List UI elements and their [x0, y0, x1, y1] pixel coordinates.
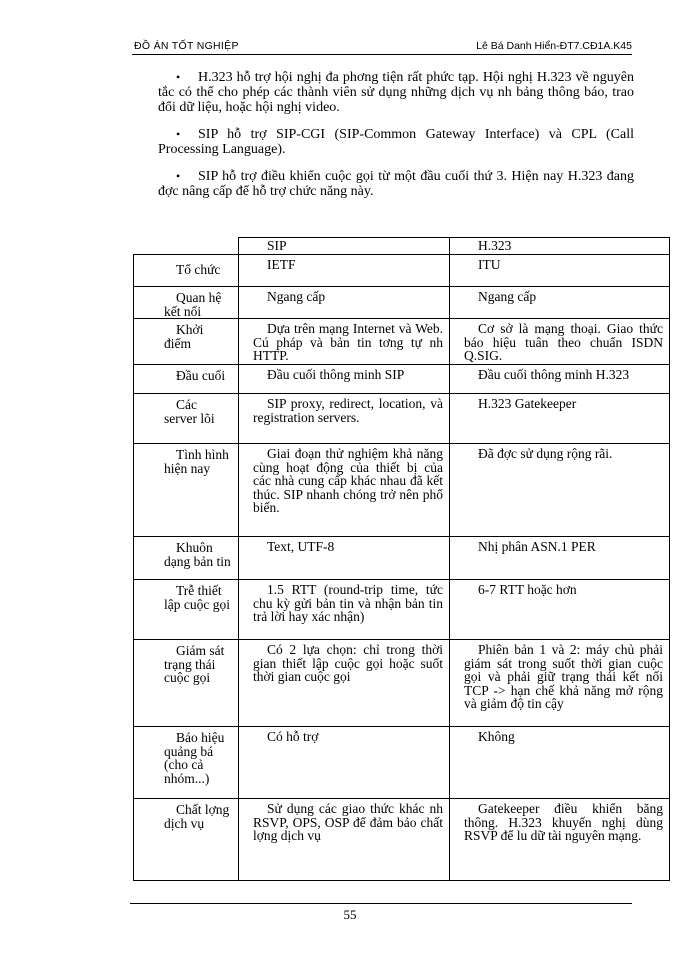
table-row — [134, 287, 670, 319]
cell-h323: Đầu cuối thông minh H.323 — [478, 367, 630, 382]
table-cell — [239, 287, 450, 319]
row-label: Trễ thiết lập cuộc gọi — [164, 583, 230, 612]
table-cell — [134, 365, 239, 394]
cell-h323: Phiên bản 1 và 2: máy chủ phải giám sát trong suốt thời gian cuộc gọi và phải giữ trạng thái kết nối TCP -> hạn chế khả năng mở rộng và giảm độ tin cậy — [464, 642, 663, 711]
cell-sip: Giai đoạn thử nghiệm khả năng cùng hoạt động của thiết bị của các nhà cung cấp khác nhau đã kết thúc. SIP nhanh chóng trở nên phổ biến. — [253, 446, 443, 515]
cell-h323: Không — [478, 729, 515, 744]
footer-rule — [130, 903, 632, 904]
header-rule — [132, 54, 632, 55]
row-label: Giám sát trạng thái cuộc gọi — [164, 643, 225, 685]
cell-sip: Đầu cuối thông minh SIP — [267, 367, 405, 382]
row-label: Khuôn dạng bản tin — [164, 540, 231, 569]
table-corner-cell — [134, 238, 239, 255]
table-cell — [450, 319, 670, 365]
cell-sip: Text, UTF-8 — [267, 539, 335, 554]
cell-sip: Sử dụng các giao thức khác nh RSVP, OPS, OSP để đảm bảo chất lợng dịch vụ — [253, 801, 443, 843]
table-cell — [134, 255, 239, 287]
table-cell — [134, 580, 239, 640]
table-row — [134, 319, 670, 365]
cell-sip: 1.5 RTT (round-trip time, tức chu kỳ gửi bản tin và nhận bản tin trả lời hay xác nhận) — [253, 582, 443, 624]
cell-sip: Dựa trên mạng Internet và Web. Cú pháp và bản tin tơng tự nh HTTP. — [253, 321, 443, 363]
table-cell — [450, 727, 670, 799]
table-cell — [239, 319, 450, 365]
row-label: Chất lợng dịch vụ — [164, 802, 230, 831]
table-row — [134, 727, 670, 799]
table-cell — [239, 727, 450, 799]
cell-h323: Nhị phân ASN.1 PER — [478, 539, 596, 554]
cell-h323: ITU — [478, 257, 501, 272]
cell-h323: Cơ sở là mạng thoại. Giao thức báo hiệu tuân theo chuẩn ISDN Q.SIG. — [464, 321, 663, 363]
table-row — [134, 365, 670, 394]
bullet-icon: • — [176, 169, 181, 183]
paragraph — [158, 169, 634, 199]
row-label: Tổ chức — [176, 262, 221, 277]
table-cell — [134, 319, 239, 365]
table-header-cell — [239, 238, 450, 255]
cell-sip: Ngang cấp — [267, 289, 326, 304]
table-cell — [450, 580, 670, 640]
row-label: Khởi điểm — [164, 322, 204, 351]
table-cell — [450, 287, 670, 319]
cell-sip: SIP proxy, redirect, location, và registration servers. — [253, 396, 443, 425]
table-row — [134, 394, 670, 444]
table-cell — [239, 444, 450, 537]
table-cell — [134, 799, 239, 881]
table-cell — [450, 255, 670, 287]
table-cell — [239, 799, 450, 881]
table-cell — [134, 394, 239, 444]
bullet-icon: • — [176, 70, 181, 84]
cell-h323: 6-7 RTT hoặc hơn — [478, 582, 577, 597]
row-label: Tình hình hiện nay — [164, 447, 229, 476]
table-row — [134, 444, 670, 537]
table-cell — [239, 255, 450, 287]
table-cell — [239, 394, 450, 444]
cell-h323: Ngang cấp — [478, 289, 537, 304]
header-sip: SIP — [267, 238, 287, 253]
table-cell — [239, 365, 450, 394]
table-row — [134, 580, 670, 640]
table-header-cell — [450, 238, 670, 255]
paragraph — [158, 127, 634, 157]
table-cell — [134, 287, 239, 319]
table-row — [134, 640, 670, 727]
row-label: Đầu cuối — [176, 368, 226, 383]
table-cell — [450, 444, 670, 537]
cell-sip: Có 2 lựa chọn: chỉ trong thời gian thiết lập cuộc gọi hoặc suốt thời gian cuộc gọi — [253, 642, 443, 684]
table-cell — [450, 799, 670, 881]
bullet-icon: • — [176, 127, 181, 141]
table-row — [134, 537, 670, 580]
cell-sip: IETF — [267, 257, 296, 272]
header-left: ĐỒ ÁN TỐT NGHIỆP — [134, 40, 239, 52]
table-cell — [450, 394, 670, 444]
header-h323: H.323 — [478, 238, 512, 253]
table-cell — [239, 580, 450, 640]
table-cell — [450, 537, 670, 580]
cell-h323: Gatekeeper điều khiển băng thông. H.323 khuyến nghị dùng RSVP để lu dữ tài nguyên mạng. — [464, 801, 663, 843]
paragraph-text: SIP hỗ trợ điều khiển cuộc gọi từ một đầu cuối thứ 3. Hiện nay H.323 đang đợc nâng cấp để hỗ trợ chức năng này. — [158, 169, 634, 199]
table-row — [134, 799, 670, 881]
page-number: 55 — [343, 907, 357, 922]
table-row — [134, 255, 670, 287]
table-cell — [134, 537, 239, 580]
table-cell — [450, 365, 670, 394]
cell-sip: Có hỗ trợ — [267, 729, 319, 744]
row-label: Quan hệ kết nối — [164, 290, 222, 319]
table-cell — [134, 444, 239, 537]
header-right: Lê Bá Danh Hiển-ĐT7.CĐ1A.K45 — [476, 40, 632, 52]
table-cell — [134, 727, 239, 799]
paragraph-text: H.323 hỗ trợ hội nghị đa phơng tiện rất phức tạp. Hội nghị H.323 về nguyên tắc có thể cho phép các thành viên sử dụng những dịch vụ nh bảng thông báo, trao đổi dữ liệu, hoặc hội nghị video. — [158, 70, 634, 115]
table-header-row — [134, 238, 670, 255]
table-cell — [450, 640, 670, 727]
table-cell — [239, 537, 450, 580]
cell-h323: Đã đợc sử dụng rộng rãi. — [478, 446, 613, 461]
row-label: Các server lõi — [164, 397, 215, 426]
row-label: Báo hiệu quảng bá (cho cả nhóm...) — [164, 730, 225, 786]
table-cell — [134, 640, 239, 727]
table-cell — [239, 640, 450, 727]
comparison-table — [133, 237, 670, 881]
paragraph-text: SIP hỗ trợ SIP-CGI (SIP-Common Gateway Interface) và CPL (Call Processing Language). — [158, 127, 634, 157]
paragraph — [158, 70, 634, 115]
cell-h323: H.323 Gatekeeper — [478, 396, 577, 411]
